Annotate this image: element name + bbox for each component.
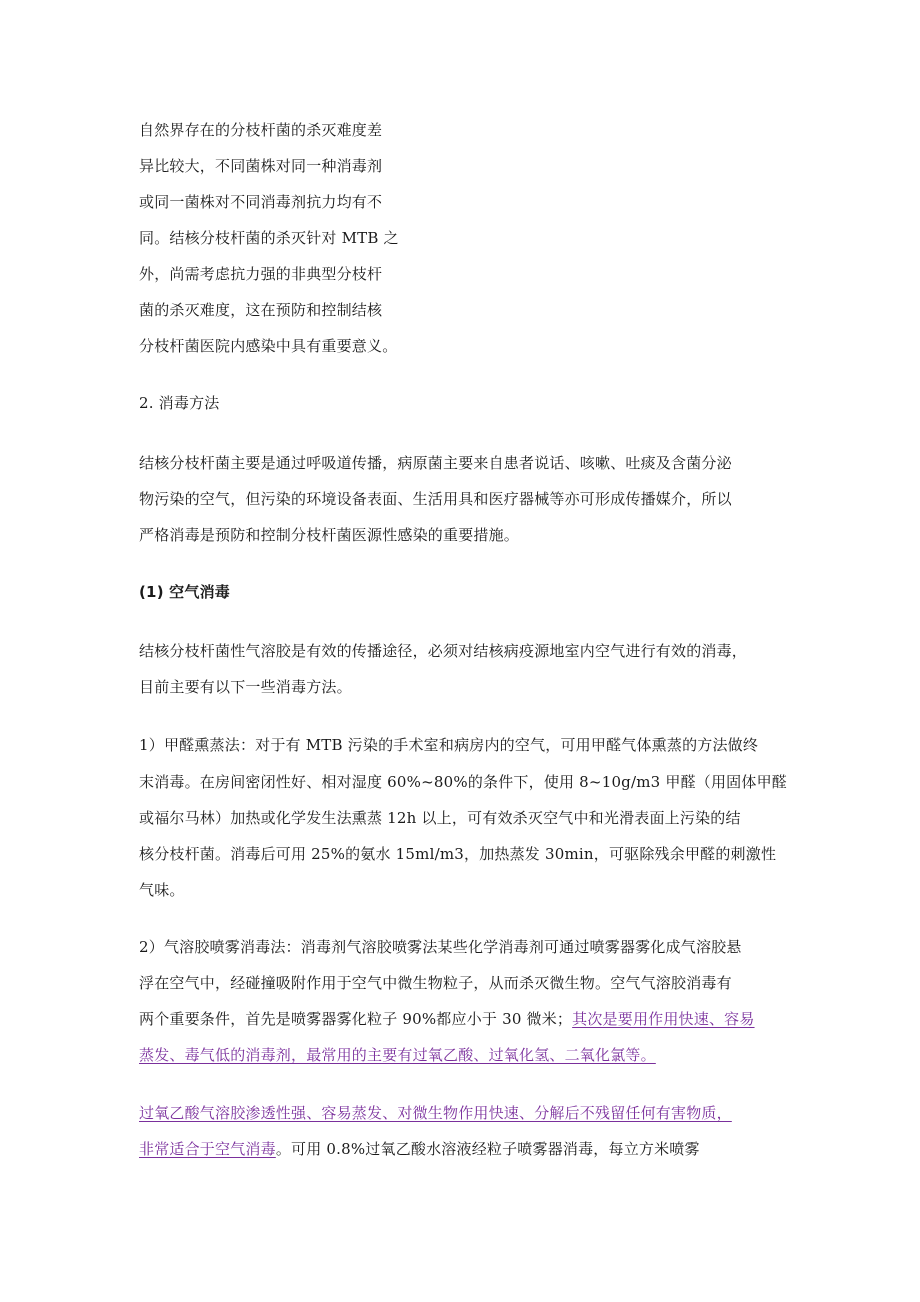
method3-line-2-text: 。可用 0.8%过氧乙酸水溶液经粒子喷雾器消毒，每立方米喷雾	[275, 1140, 700, 1158]
intro-line-1: 自然界存在的分枝杆菌的杀灭难度差	[139, 121, 383, 139]
method2-line-3	[139, 1009, 755, 1029]
section-heading-methods: 2. 消毒方法	[139, 394, 220, 412]
method3-line-1	[139, 1103, 732, 1123]
method1-line-5: 气味。	[139, 881, 185, 899]
intro-line-6: 菌的杀灭难度，这在预防和控制结核	[139, 301, 383, 319]
intro-line-2: 异比较大，不同菌株对同一种消毒剂	[139, 157, 383, 175]
method2-line-2: 浮在空气中，经碰撞吸附作用于空气中微生物粒子，从而杀灭微生物。空气气溶胶消毒有	[139, 974, 732, 992]
method2-line-3-text: 两个重要条件，首先是喷雾器雾化粒子 90%都应小于 30 微米；	[139, 1010, 573, 1028]
method2-line-1: 2）气溶胶喷雾消毒法：消毒剂气溶胶喷雾法某些化学消毒剂可通过喷雾器雾化成气溶胶悬	[139, 938, 742, 956]
intro-line-7: 分枝杆菌医院内感染中具有重要意义。	[139, 337, 398, 355]
intro-line-5: 外，尚需考虑抗力强的非典型分枝杆	[139, 265, 383, 283]
intro-line-3: 或同一菌株对不同消毒剂抗力均有不	[139, 193, 383, 211]
method2-highlight-link-1[interactable]: 其次是要用作用快速、容易	[572, 1010, 755, 1028]
method1-line-3: 或福尔马林）加热或化学发生法熏蒸 12h 以上，可有效杀灭空气中和光滑表面上污染的结	[139, 809, 741, 827]
section2-line-2: 物污染的空气，但污染的环境设备表面、生活用具和医疗器械等亦可形成传播媒介，所以	[139, 490, 732, 508]
air-line-1: 结核分枝杆菌性气溶胶是有效的传播途径，必须对结核病疫源地室内空气进行有效的消毒，	[139, 642, 748, 660]
method2-highlight-link-2[interactable]: 蒸发、毒气低的消毒剂，最常用的主要有过氧乙酸、过氧化氢、二氧化氯等。	[139, 1046, 656, 1064]
method3-highlight-link-1[interactable]: 过氧乙酸气溶胶渗透性强、容易蒸发、对微生物作用快速、分解后不残留任何有害物质，	[139, 1104, 732, 1122]
method3-highlight-link-2[interactable]: 非常适合于空气消毒	[139, 1140, 276, 1158]
method1-line-2: 末消毒。在房间密闭性好、相对湿度 60%~80%的条件下，使用 8~10g/m3 甲醛（用固体甲醛	[139, 773, 787, 791]
air-line-2: 目前主要有以下一些消毒方法。	[139, 678, 352, 696]
section-heading-air: (1) 空气消毒	[139, 583, 230, 601]
method1-line-4: 核分枝杆菌。消毒后可用 25%的氨水 15ml/m3，加热蒸发 30min，可驱除残余甲醛的刺激性	[139, 845, 777, 863]
section2-line-1: 结核分枝杆菌主要是通过呼吸道传播，病原菌主要来自患者说话、咳嗽、吐痰及含菌分泌	[139, 454, 732, 472]
intro-line-4: 同。结核分枝杆菌的杀灭针对 MTB 之	[139, 229, 399, 247]
method3-line-2	[139, 1139, 700, 1159]
section2-line-3: 严格消毒是预防和控制分枝杆菌医源性感染的重要措施。	[139, 526, 520, 544]
method1-line-1: 1）甲醛熏蒸法：对于有 MTB 污染的手术室和病房内的空气，可用甲醛气体熏蒸的方法做终	[139, 736, 759, 754]
method2-line-4	[139, 1045, 656, 1065]
